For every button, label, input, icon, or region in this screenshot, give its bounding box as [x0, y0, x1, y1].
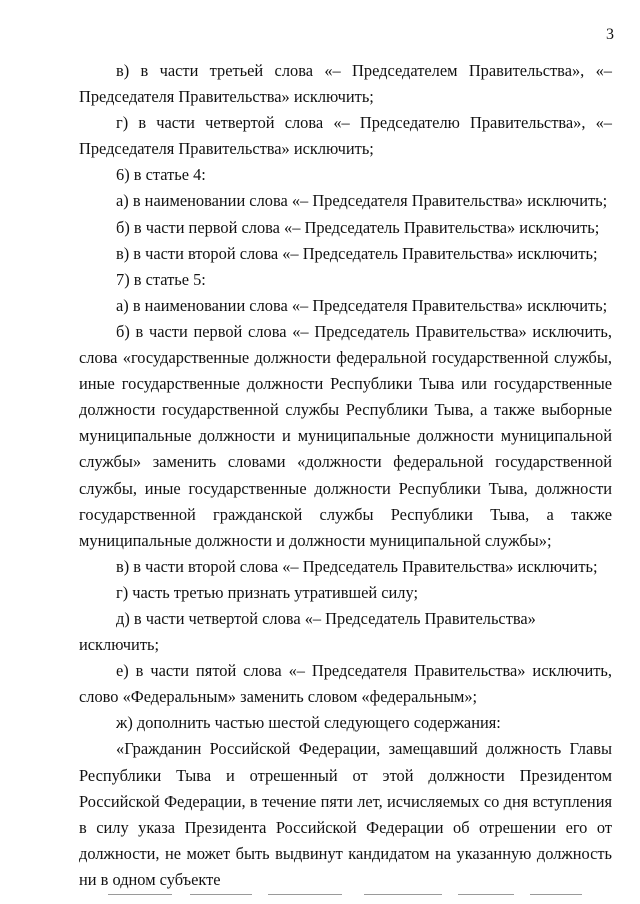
- document-body: [79, 58, 612, 893]
- paragraph-article-5-e: е) в части пятой слова «– Председателя Правительства» исключить, слово «Федеральным» заменить словом «федеральным»;: [79, 661, 612, 707]
- paragraph-item-6-article-4: 6) в статье 4:: [116, 165, 206, 185]
- paragraph-quoted-part-6: «Гражданин Российской Федерации, замещавший должность Главы Республики Тыва и отрешенный от этой должности Президентом Российской Федерации, в течение пяти лет, исчисляемых со дня вступления в силу указа Президента Российской Федерации об отрешении его от должности, не может быть выдвинут кандидатом на указанную должность ни в одном субъекте: [79, 739, 612, 889]
- paragraph-article-4-a: а) в наименовании слова «– Председателя Правительства» исключить;: [116, 191, 608, 211]
- paragraph-article-5-d: д) в части четвертой слова «– Председатель Правительства» исключить;: [79, 608, 536, 655]
- paragraph-article-4-v: в) в части второй слова «– Председатель Правительства» исключить;: [116, 243, 598, 263]
- paragraph-article-4-b: б) в части первой слова «– Председатель Правительства» исключить;: [116, 217, 600, 237]
- paragraph-article-5-a: а) в наименовании слова «– Председателя Правительства» исключить;: [116, 295, 608, 315]
- paragraph-amendment-g-part-4: г) в части четвертой слова «– Председателю Правительства», «– Председателя Правительства» исключить;: [79, 113, 612, 159]
- paragraph-article-5-b: б) в части первой слова «– Председатель Правительства» исключить, слова «государственные должности федеральной государственной службы, иные государственные должности Республики Тыва или государственные должности государственной службы Республики Тыва, а также выборные муниципальные должности и муниципальные должности муниципальной службы» заменить словами «должности федеральной государственной службы, иные государственные должности Республики Тыва, должности государственной гражданской службы Республики Тыва, а также муниципальные должности и должности муниципальной службы»;: [79, 321, 612, 550]
- paragraph-article-5-v: в) в части второй слова «– Председатель Правительства» исключить;: [116, 556, 598, 576]
- paragraph-article-5-g: г) часть третью признать утратившей силу;: [116, 582, 418, 602]
- footer-rule-segment: [190, 894, 252, 895]
- footer-rule-segment: [268, 894, 342, 895]
- paragraph-article-5-zh: ж) дополнить частью шестой следующего содержания:: [116, 713, 501, 733]
- page-number: 3: [606, 26, 614, 43]
- paragraph-item-7-article-5: 7) в статье 5:: [116, 269, 206, 289]
- footer-rule-segment: [364, 894, 442, 895]
- footer-rule-segment: [108, 894, 172, 895]
- footer-rule-segment: [458, 894, 514, 895]
- footer-rule-segment: [530, 894, 582, 895]
- paragraph-amendment-v-part-3: в) в части третьей слова «– Председателем Правительства», «– Председателя Правительства» исключить;: [79, 61, 612, 107]
